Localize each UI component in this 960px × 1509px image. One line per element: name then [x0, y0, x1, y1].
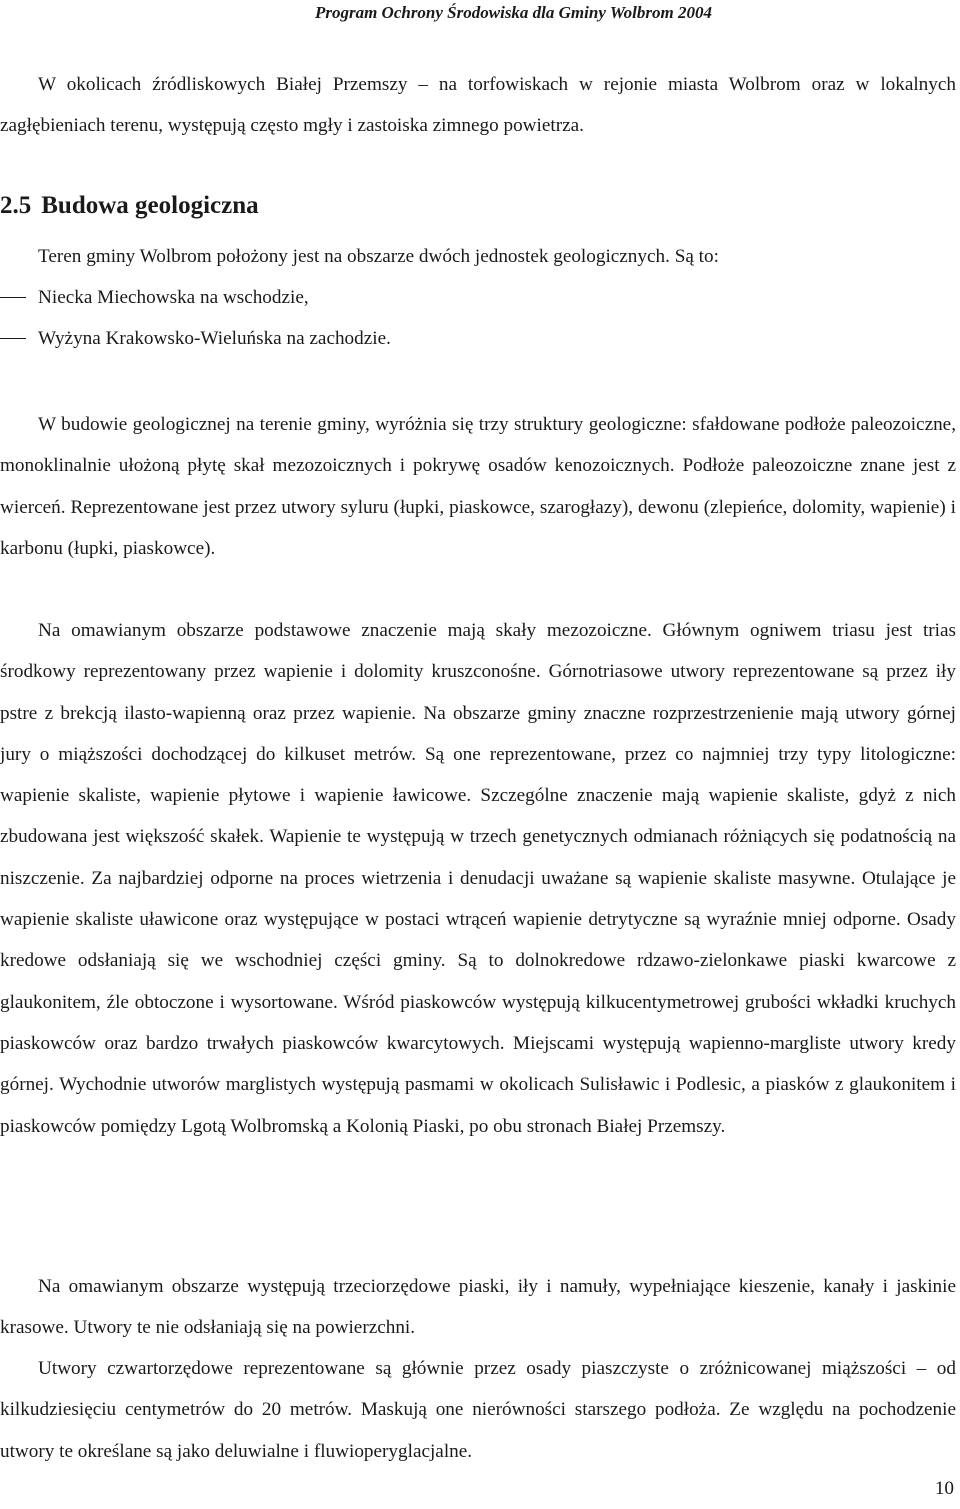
- dash-bullet-icon: [0, 297, 26, 298]
- paragraph-quaternary: Utwory czwartorzędowe reprezentowane są głównie przez osady piaszczyste o zróżnicowanej miąższości – od kilkudziesięciu centymetrów do 20 metrów. Maskują one nierówności starszego podłoża. Ze względu na pochodzenie utwory te określane są jako deluwialne i fluwioperyglacjalne.: [0, 1358, 956, 1462]
- paragraph-geologic-structures: W budowie geologicznej na terenie gminy, wyróżnia się trzy struktury geologiczne: sfałdowane podłoże paleozoiczne, monoklinalnie ułożoną płytę skał mezozoicznych i pokrywę osadów kenozoicznych. Podłoże paleozoiczne znane jest z wierceń. Reprezentowane jest przez utwory syluru (łupki, piaskowce, szarogłazy), dewonu (zlepieńce, dolomity, wapienie) i karbonu (łupki, piaskowce).: [0, 414, 956, 559]
- list-item: [0, 328, 391, 350]
- intro-paragraph: W okolicach źródliskowych Białej Przemszy – na torfowiskach w rejonie miasta Wolbrom oraz w lokalnych zagłębieniach terenu, występują często mgły i zastoiska zimnego powietrza.: [0, 74, 956, 137]
- paragraph-mesozoic: Na omawianym obszarze podstawowe znaczenie mają skały mezozoiczne. Głównym ogniwem triasu jest trias środkowy reprezentowany przez wapienie i dolomity kruszconośne. Górnotriasowe utwory reprezentowane są przez iły pstre z brekcją ilasto-wapienną oraz przez wapienie. Na obszarze gminy znaczne rozprzestrzenienie mają utwory górnej jury o miąższości dochodzącej do kilkuset metrów. Są one reprezentowane, przez co najmniej trzy typy litologiczne: wapienie skaliste, wapienie płytowe i wapienie ławicowe. Szczególne znaczenie mają wapienie skaliste, gdyż z nich zbudowana jest większość skałek. Wapienie te występują w trzech genetycznych odmianach różniących się podatnością na niszczenie. Za najbardziej odporne na proces wietrzenia i denudacji uważane są wapienie skaliste masywne. Otulające je wapienie skaliste uławicone oraz występujące w postaci wtrąceń wapienie detrytyczne są wyraźnie mniej odporne. Osady kredowe odsłaniają się we wschodniej części gminy. Są to dolnokredowe rdzawo-zielonkawe piaski kwarcowe z glaukonitem, źle obtoczone i wysortowane. Wśród piaskowców występują kilkucentymetrowej grubości wkładki kruchych piaskowców oraz bardzo trwałych piaskowców kwarcytowych. Miejscami występują wapienno-margliste utwory kredy górnej. Wychodnie utworów marglistych występują pasmami w okolicach Sulisławic i Podlesic, a piasków z glaukonitem i piaskowców pomiędzy Lgotą Wolbromską a Kolonią Piaski, po obu stronach Białej Przemszy.: [0, 620, 956, 1137]
- list-item-text: Wyżyna Krakowsko-Wieluńska na zachodzie.: [38, 328, 391, 349]
- page-number: 10: [934, 1478, 954, 1499]
- list-item: [0, 287, 309, 309]
- section-heading: [0, 192, 259, 220]
- list-item-text: Niecka Miechowska na wschodzie,: [38, 287, 309, 308]
- running-header: Program Ochrony Środowiska dla Gminy Wolbrom 2004: [314, 3, 712, 22]
- section-number: 2.5: [0, 192, 32, 219]
- dash-bullet-icon: [0, 338, 26, 339]
- section-title: Budowa geologiczna: [41, 192, 259, 219]
- section-lead: Teren gminy Wolbrom położony jest na obszarze dwóch jednostek geologicznych. Są to:: [38, 246, 719, 267]
- paragraph-tertiary: Na omawianym obszarze występują trzeciorzędowe piaski, iły i namuły, wypełniające kieszenie, kanały i jaskinie krasowe. Utwory te nie odsłaniają się na powierzchni.: [0, 1276, 956, 1339]
